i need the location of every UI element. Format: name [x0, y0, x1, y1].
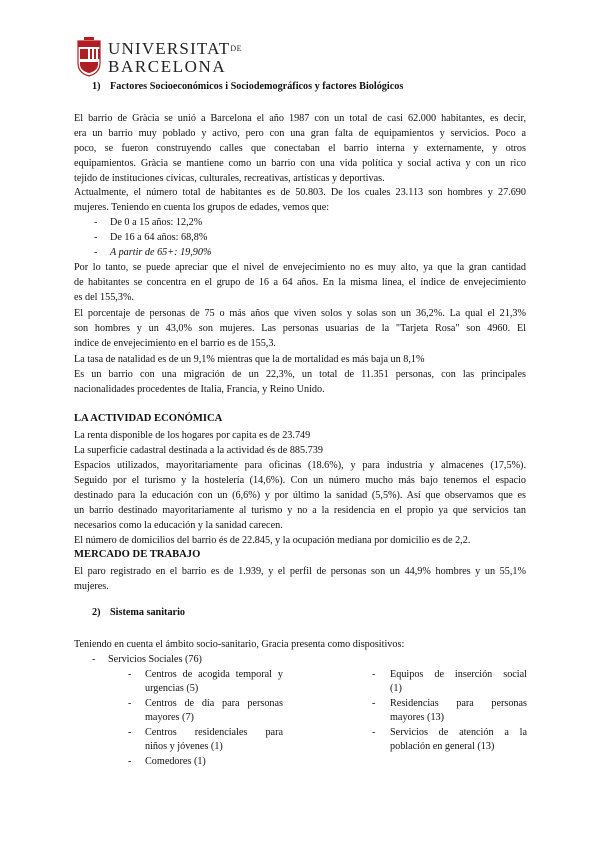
list-item: niños y jóvenes (1)	[145, 741, 223, 752]
section2-number: 2)	[92, 607, 101, 618]
bullet-dash: -	[128, 669, 132, 680]
bullet-dash: -	[94, 247, 98, 258]
bullet-dash: -	[372, 727, 376, 738]
paragraph-line: destinado para la educación con un (6,6%) y por último la sanidad (5,5%). Así que observamos que es	[74, 490, 526, 501]
section1-heading: Factores Socioeconómicos i Sociodemográficos y factores Biológicos	[110, 81, 404, 92]
paragraph-line: poco, se fueron construyendo calles que conectaban el barrio interna y externamente, y otros	[74, 143, 526, 154]
paragraph-line: es del 155,3%.	[74, 292, 134, 303]
paragraph-line: era un barrio muy poblado y activo, pero con una gran falta de equipamientos y servicios. Poco a	[74, 128, 526, 139]
list-item: mayores (7)	[145, 712, 194, 723]
paragraph-line: La tasa de natalidad es de un 9,1% mientras que la de mortalidad es más baja un 8,1%	[74, 354, 425, 365]
university-logo	[76, 37, 246, 77]
bullet-dash: -	[92, 654, 96, 665]
bullet-dash: -	[128, 698, 132, 709]
paragraph-line: equipamientos. Gràcia se mantiene como un barrio con una vida política y social activa y con un rico	[74, 158, 526, 169]
bullet-dash: -	[372, 698, 376, 709]
paragraph-line: El paro registrado en el barrio es de 1.939, y el perfil de personas son un 44,9% hombres y un 55,1%	[74, 566, 526, 577]
list-item: Comedores (1)	[145, 756, 206, 767]
section-heading-trabajo: MERCADO DE TRABAJO	[74, 549, 201, 560]
section-heading-actividad: LA ACTIVIDAD ECONÓMICA	[74, 413, 223, 424]
logo-text-line1: UNIVERSITATDE	[108, 39, 243, 58]
list-item-services: Servicios Sociales (76)	[108, 654, 202, 665]
paragraph-line: Es un barrio con una migración de un 22,3%, un total de 11.351 personas, con las principales	[74, 369, 526, 380]
list-item: mayores (13)	[390, 712, 445, 723]
paragraph-line: El número de domicilios del barrio és de 22.845, y la ocupación mediana por domicilio es de 2,2.	[74, 535, 471, 546]
list-item: Servicios de atención a la	[390, 727, 527, 738]
list-item: Centros residenciales para	[145, 727, 283, 738]
paragraph-line: Por lo tanto, se puede apreciar que el nivel de envejecimiento no es muy alto, ya que la gran cantidad	[74, 262, 526, 273]
paragraph-line: Seguido por el turismo y la hostelería (14,6%). Con un número mucho más bajo tenemos el espacio	[74, 475, 526, 486]
section1-number: 1)	[92, 81, 101, 92]
list-item: Centros de día para personas	[145, 698, 283, 709]
list-item: población en general (13)	[390, 741, 495, 752]
paragraph-line: Teniendo en cuenta el ámbito socio-sanitario, Gracia presenta como dispositivos:	[74, 639, 405, 650]
section2-heading: Sistema sanitario	[110, 607, 185, 618]
paragraph-line: El barrio de Gràcia se unió a Barcelona el año 1987 con un total de casi 62.000 habitantes, es decir,	[74, 113, 526, 124]
list-item: A partir de 65+: 19,90%	[110, 247, 212, 258]
paragraph-line: mujeres. Teniendo en cuenta los grupos de edades, vemos que:	[74, 202, 330, 213]
paragraph-line: un barrio destinado mayoritariamente al turismo y no a la residencia en el propio ya que servicios tan	[74, 505, 526, 516]
bullet-dash: -	[372, 669, 376, 680]
paragraph-line: son hombres y un 43,0% son mujeres. Las personas usuarias de la "Tarjeta Rosa" son 4960. El	[74, 323, 526, 334]
list-item: De 16 a 64 años: 68,8%	[110, 232, 208, 243]
list-item: Residencias para personas	[390, 698, 527, 709]
paragraph-line: Espacios utilizados, mayoritariamente para oficinas (18.6%), y para industria y almacenes (17,5%).	[74, 460, 526, 471]
paragraph-line: La renta disponible de los hogares por capita es de 23.749	[74, 430, 311, 441]
paragraph-line: índice de envejecimiento en el barrio es de 155,3.	[74, 338, 276, 349]
list-item: (1)	[390, 683, 402, 694]
paragraph-line: tejido de instituciones cívicas, culturales, recreativas, artísticas y deportivas.	[74, 173, 385, 184]
bullet-dash: -	[94, 217, 98, 228]
list-item: De 0 a 15 años: 12,2%	[110, 217, 203, 228]
paragraph-line: El porcentaje de personas de 75 o más años que viven solos y solas son un 36,2%. La qual el 21,3%	[74, 308, 526, 319]
bullet-dash: -	[128, 727, 132, 738]
paragraph-line: necesarios como la educación y la sanidad carecen.	[74, 520, 283, 531]
paragraph-line: mujeres.	[74, 581, 109, 592]
paragraph-line: Actualmente, el número total de habitantes es de 50.803. De los cuales 23.113 son hombres y 27.690	[74, 187, 526, 198]
list-item: Centros de acogida temporal y	[145, 669, 283, 680]
paragraph-line: de habitantes se concentra en el grupo de 16 a 64 años. En la misma línea, el índice de envejecimiento	[74, 277, 526, 288]
paragraph-line: nacionalidades procedentes de Italia, Francia, y Reino Unido.	[74, 384, 325, 395]
crest-icon	[76, 37, 102, 77]
logo-text-line2: BARCELONA	[108, 57, 227, 76]
paragraph-line: La superficie cadastral destinada a la actividad és de 885.739	[74, 445, 323, 456]
list-item: urgencias (5)	[145, 683, 199, 694]
list-item: Equipos de inserción social	[390, 669, 527, 680]
bullet-dash: -	[128, 756, 132, 767]
bullet-dash: -	[94, 232, 98, 243]
